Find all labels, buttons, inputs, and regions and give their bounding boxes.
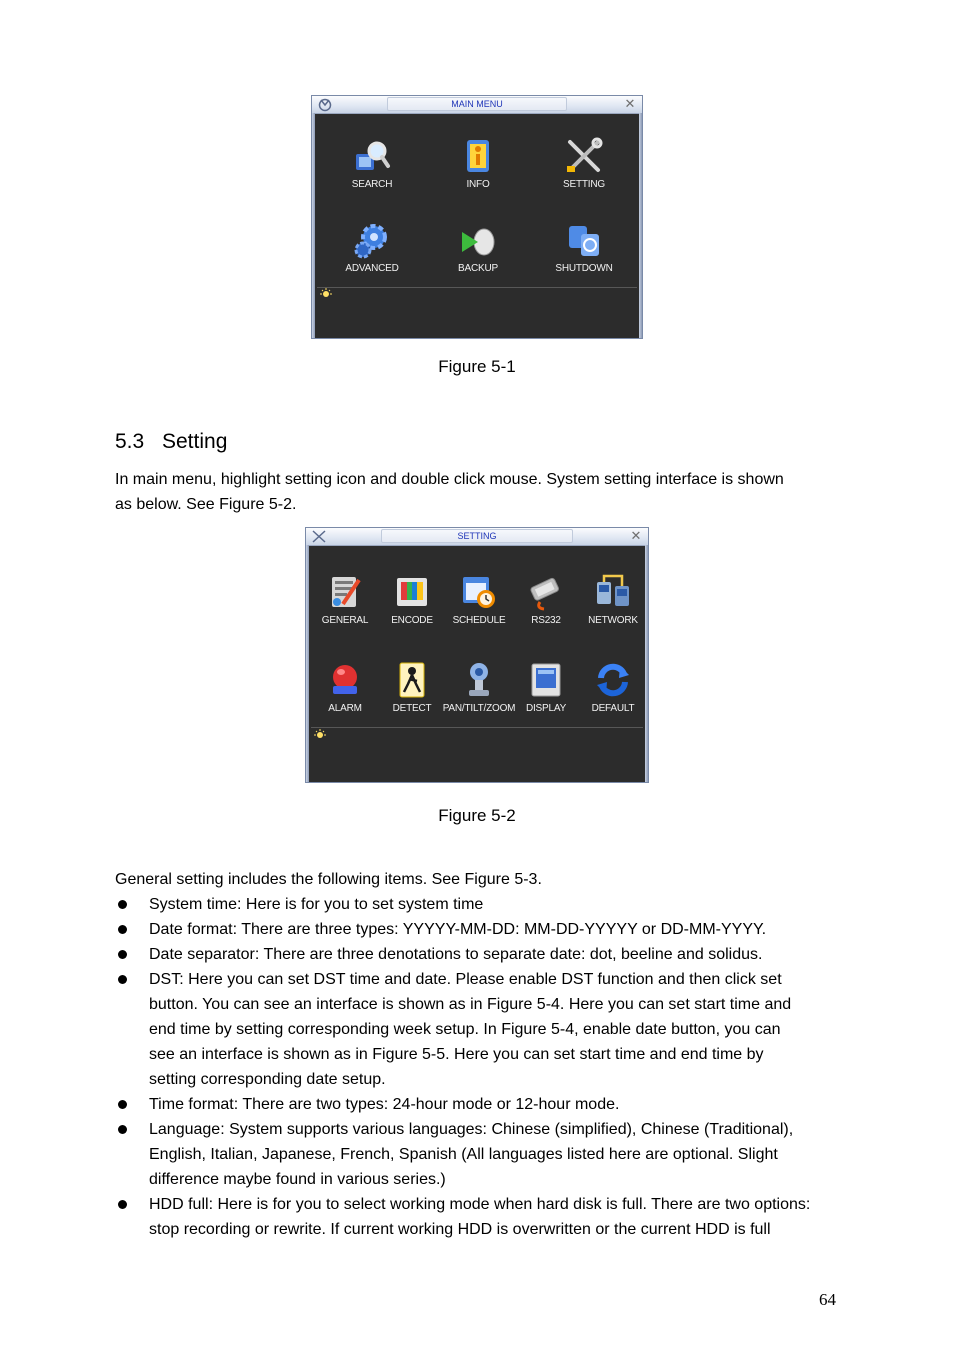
menu-item-backup[interactable]: [433, 220, 523, 275]
bullet-item: Date separator: There are three denotations to separate date: dot, beeline and solidus.: [115, 942, 890, 967]
app-logo-icon: [317, 97, 333, 112]
intro-line-1: In main menu, highlight setting icon and double click mouse. System setting interface is shown: [115, 471, 784, 488]
bullet-dot-icon: [118, 950, 127, 959]
encode-icon: [392, 572, 432, 612]
bullet-dot-icon: [118, 1100, 127, 1109]
menu-item-label: BACKUP: [458, 263, 498, 274]
setting-item-label: DISPLAY: [525, 703, 567, 714]
setting-item-encode[interactable]: [379, 572, 445, 627]
setting-item-ptz[interactable]: [441, 660, 517, 715]
setting-item-label: DETECT: [392, 703, 432, 714]
window-divider: [311, 727, 643, 728]
menu-item-info[interactable]: [433, 136, 523, 191]
backup-icon: [458, 220, 498, 260]
bullet-item: HDD full: Here is for you to select working mode when hard disk is full. There are two options: stop recording or rewrite. If current working HDD is overwritten or the current HDD is full: [115, 1192, 890, 1242]
section-title: Setting: [162, 430, 228, 453]
main-menu-titlebar: [312, 96, 642, 114]
alarm-icon: [325, 660, 365, 700]
section-heading: [115, 430, 227, 454]
ptz-icon: [459, 660, 499, 700]
search-icon: [352, 136, 392, 176]
bullet-item: Time format: There are two types: 24-hour mode or 12-hour mode.: [115, 1092, 890, 1117]
bullet-dot-icon: [118, 975, 127, 984]
setting-icon: [564, 136, 604, 176]
rs232-icon: [526, 572, 566, 612]
setting-item-label: SCHEDULE: [452, 615, 506, 626]
schedule-icon: [459, 572, 499, 612]
intro-line-2: as below. See Figure 5-2.: [115, 496, 297, 513]
window-frame-right: [639, 113, 642, 338]
window-frame-left: [312, 113, 315, 338]
bullet-item: DST: Here you can set DST time and date. Please enable DST function and then click set button. You can see an interface is shown as in Figure 5-4. Here you can set start time and end time by setting corresponding week setup. In Figure 5-4, enable date button, you can see an interface is shown as in Figure 5-5. Here you can set start time and end time by setting corresponding date setup.: [115, 967, 890, 1092]
window-divider: [317, 287, 637, 288]
setting-item-display[interactable]: [513, 660, 579, 715]
bullet-dot-icon: [118, 925, 127, 934]
window-frame-left: [306, 545, 309, 782]
setting-item-default[interactable]: [580, 660, 646, 715]
menu-item-search[interactable]: [327, 136, 417, 191]
menu-item-label: SETTING: [563, 179, 605, 190]
setting-item-label: RS232: [531, 615, 561, 626]
setting-item-label: NETWORK: [588, 615, 638, 626]
info-icon: [458, 136, 498, 176]
detect-icon: [392, 660, 432, 700]
menu-item-setting[interactable]: [539, 136, 629, 191]
display-icon: [526, 660, 566, 700]
general-icon: [325, 572, 365, 612]
shutdown-icon: [564, 220, 604, 260]
main-menu-window: [311, 95, 643, 339]
setting-item-detect[interactable]: [379, 660, 445, 715]
section-number: 5.3: [115, 430, 145, 453]
page-number: 64: [819, 1290, 836, 1309]
advanced-icon: [352, 220, 392, 260]
setting-tools-icon: [311, 529, 327, 544]
menu-item-label: ADVANCED: [345, 263, 399, 274]
bullet-item: Language: System supports various languages: Chinese (simplified), Chinese (Traditional), English, Italian, Japanese, French, Spanish (All languages listed here are optional. Slight difference maybe found in various series.): [115, 1117, 890, 1192]
setting-item-schedule[interactable]: [446, 572, 512, 627]
tip-bulb-icon: [314, 729, 326, 741]
general-bullet-list: [115, 892, 890, 1242]
setting-item-label: DEFAULT: [591, 703, 635, 714]
default-icon: [593, 660, 633, 700]
menu-item-label: SHUTDOWN: [555, 263, 613, 274]
bullet-dot-icon: [118, 900, 127, 909]
setting-window: [305, 527, 649, 783]
setting-item-label: ALARM: [328, 703, 362, 714]
tip-bulb-icon: [320, 288, 332, 300]
setting-item-label: ENCODE: [391, 615, 433, 626]
bullet-item: Date format: There are three types: YYYYY-MM-DD: MM-DD-YYYYY or DD-MM-YYYY.: [115, 917, 890, 942]
setting-item-general[interactable]: [312, 572, 378, 627]
figure-5-1-caption: Figure 5-1: [438, 357, 516, 376]
setting-item-label: PAN/TILT/ZOOM: [442, 703, 516, 714]
menu-item-advanced[interactable]: [327, 220, 417, 275]
setting-title: SETTING: [381, 529, 573, 543]
figure-5-2-caption: Figure 5-2: [438, 806, 516, 825]
setting-item-network[interactable]: [580, 572, 646, 627]
bullet-dot-icon: [118, 1125, 127, 1134]
bullet-item: System time: Here is for you to set system time: [115, 892, 890, 917]
menu-item-label: INFO: [466, 179, 490, 190]
menu-item-label: SEARCH: [351, 179, 393, 190]
general-intro: General setting includes the following items. See Figure 5-3.: [115, 871, 542, 888]
main-menu-title: MAIN MENU: [387, 97, 567, 111]
network-icon: [593, 572, 633, 612]
setting-titlebar: [306, 528, 648, 546]
close-icon[interactable]: ✕: [624, 96, 636, 111]
bullet-dot-icon: [118, 1200, 127, 1209]
setting-item-rs232[interactable]: [513, 572, 579, 627]
menu-item-shutdown[interactable]: [539, 220, 629, 275]
setting-item-alarm[interactable]: [312, 660, 378, 715]
setting-item-label: GENERAL: [321, 615, 369, 626]
close-icon[interactable]: ✕: [630, 528, 642, 543]
